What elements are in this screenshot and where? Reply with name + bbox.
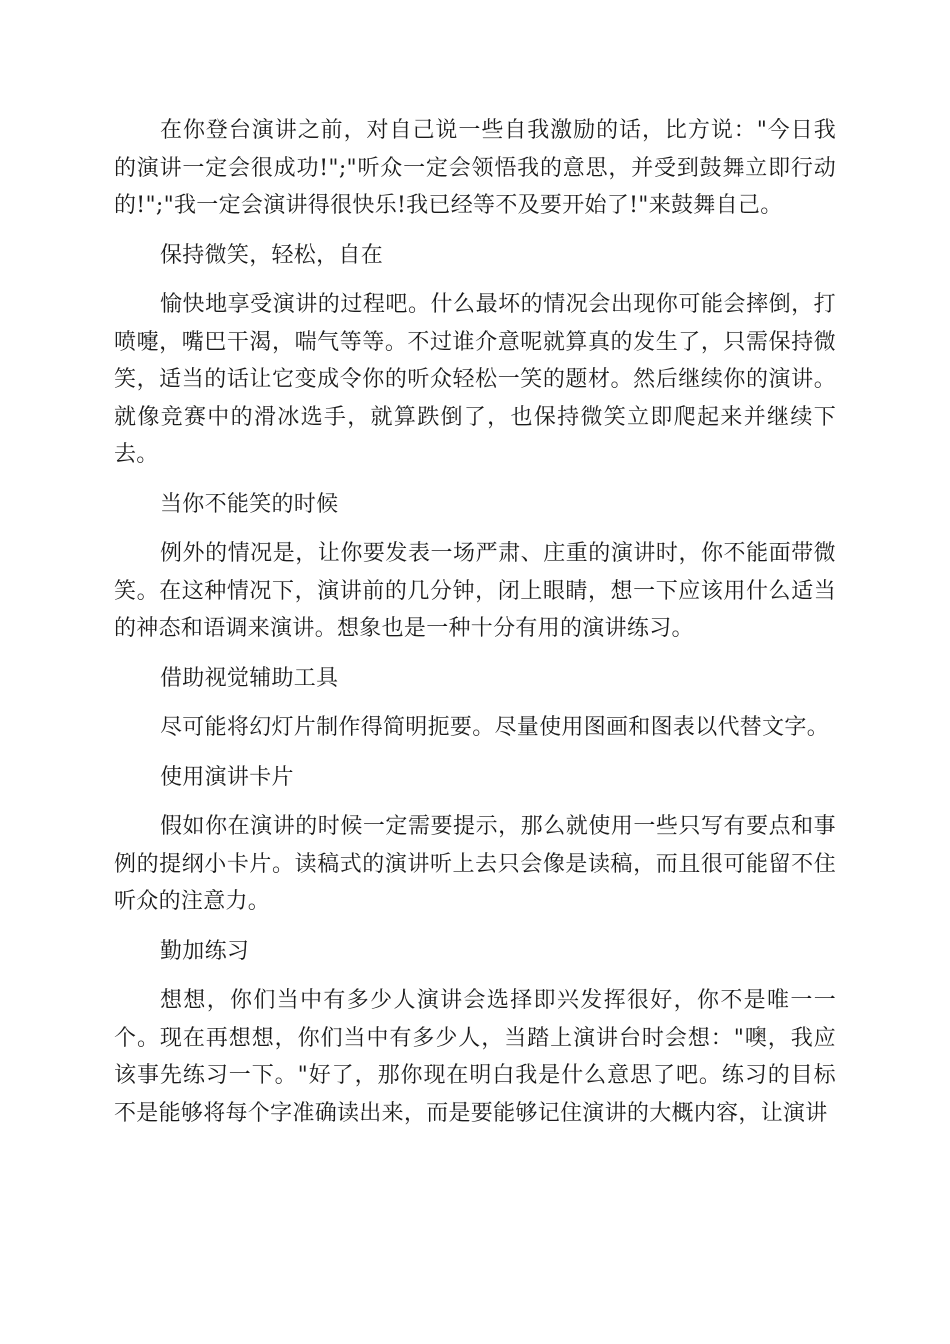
paragraph-gap [114,796,836,808]
paragraph-cards: 假如你在演讲的时候一定需要提示，那么就使用一些只写有要点和事例的提纲小卡片。读稿式的演讲听上去只会像是读稿，而且很可能留不住听众的注意力。 [114,814,836,914]
paragraph-gap [114,921,836,933]
section-heading-visual-aids: 借助视觉辅助工具 [160,665,339,691]
paragraph-self-motivation: 在你登台演讲之前，对自己说一些自我激励的话，比方说："今日我的演讲一定会很成功!";"听众一定会领悟我的意思，并受到鼓舞立即行动的!";"我一定会演讲得很快乐!我已经等不及要开始了!"来鼓舞自己。 [114,118,836,218]
paragraph-gap [114,474,836,486]
paragraph-gap [114,523,836,535]
document-body [114,112,836,1132]
section-heading-keep-smiling: 保持微笑，轻松，自在 [160,242,384,268]
paragraph-gap [114,225,836,237]
section-heading-practice: 勤加练习 [160,938,250,964]
section-heading-cannot-smile: 当你不能笑的时候 [160,491,339,517]
section-heading-speech-cards: 使用演讲卡片 [160,764,294,790]
paragraph-gap [114,697,836,709]
paragraph-enjoy-speech: 愉快地享受演讲的过程吧。什么最坏的情况会出现你可能会摔倒，打喷嚏，嘴巴干渴，喘气等等。不过谁介意呢就算真的发生了，只需保持微笑，适当的话让它变成令你的听众轻松一笑的题材。然后继续你的演讲。就像竞赛中的滑冰选手，就算跌倒了，也保持微笑立即爬起来并继续下去。 [114,292,836,467]
paragraph-gap [114,747,836,759]
paragraph-slides: 尽可能将幻灯片制作得简明扼要。尽量使用图画和图表以代替文字。 [160,715,830,740]
paragraph-gap [114,648,836,660]
paragraph-gap [114,274,836,286]
paragraph-gap [114,970,836,982]
paragraph-practice: 想想，你们当中有多少人演讲会选择即兴发挥很好，你不是唯一一个。现在再想想，你们当中有多少人，当踏上演讲台时会想："噢，我应该事先练习一下。"好了，那你现在明白我是什么意思了吧。练习的目标不是能够将每个字准确读出来，而是要能够记住演讲的大概内容，让演讲 [114,988,836,1126]
paragraph-serious-speech: 例外的情况是，让你要发表一场严肃、庄重的演讲时，你不能面带微笑。在这种情况下，演讲前的几分钟，闭上眼睛，想一下应该用什么适当的神态和语调来演讲。想象也是一种十分有用的演讲练习。 [114,541,836,641]
